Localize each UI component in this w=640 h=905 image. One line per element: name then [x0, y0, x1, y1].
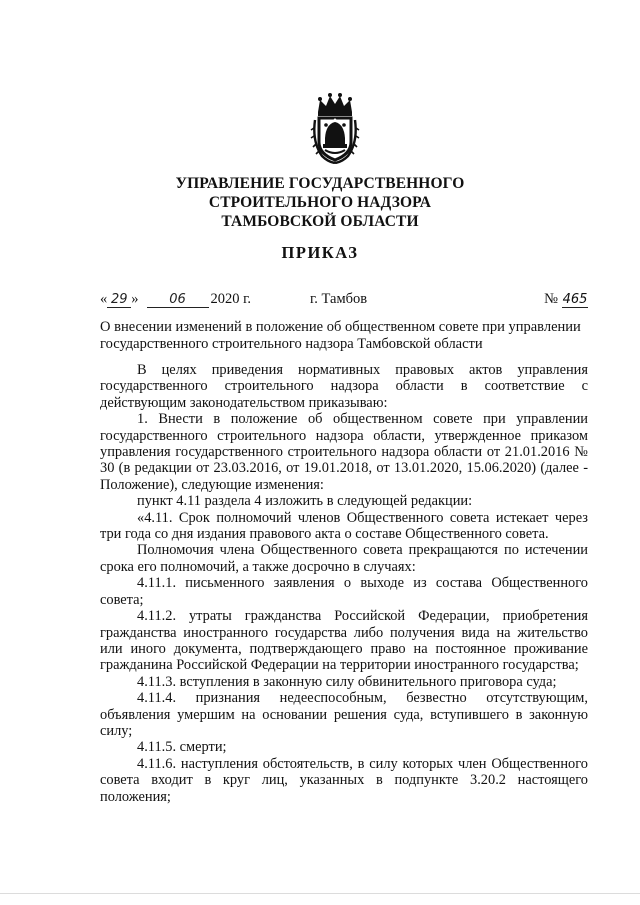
body-paragraph: Полномочия члена Общественного совета прекращаются по истечении срока его полномочий, а также досрочно в случаях:	[100, 542, 588, 575]
document-subject: О внесении изменений в положение об общественном совете при управлении государственного строительного надзора Тамбовской области	[100, 319, 581, 352]
body-paragraph: 4.11.1. письменного заявления о выходе из состава Общественного совета;	[100, 575, 588, 608]
coat-of-arms-icon	[310, 92, 360, 164]
number-handwritten: 465	[562, 292, 588, 307]
document-type-title: ПРИКАЗ	[281, 243, 359, 262]
number-label: №	[544, 291, 558, 307]
document-number	[544, 291, 588, 308]
date-day-handwritten: 29	[107, 293, 131, 308]
document-meta-row	[100, 291, 590, 311]
date-month-handwritten: 06	[147, 293, 209, 308]
date-year: 2020 г.	[210, 291, 252, 307]
agency-line: СТРОИТЕЛЬНОГО НАДЗОРА	[208, 194, 432, 211]
body-paragraph: «4.11. Срок полномочий членов Общественного совета истекает через три года со дня издания правового акта о составе Общественного совета.	[100, 509, 588, 543]
document-date	[100, 291, 251, 308]
body-paragraph: 4.11.2. утраты гражданства Российской Федерации, приобретения гражданства иностранного государства либо получения вида на жительство или иного документа, подтверждающего право на постоянное проживание гражданина Российской Федерации на территории иностранного государства;	[100, 608, 588, 674]
page-bottom-edge	[0, 893, 640, 894]
body-paragraph: пункт 4.11 раздела 4 изложить в следующей редакции:	[137, 493, 473, 510]
body-paragraph: 4.11.3. вступления в законную силу обвинительного приговора суда;	[137, 673, 557, 690]
agency-line: ТАМБОВСКОЙ ОБЛАСТИ	[221, 213, 419, 230]
agency-line: УПРАВЛЕНИЕ ГОСУДАРСТВЕННОГО	[175, 175, 465, 192]
date-close-quote: »	[131, 291, 139, 307]
body-paragraph: 4.11.4. признания недееспособным, безвестно отсутствующим, объявления умершим на основании решения суда, вступившего в законную силу;	[100, 690, 588, 739]
document-city: г. Тамбов	[310, 291, 368, 307]
document-body	[100, 362, 588, 805]
body-paragraph: 1. Внести в положение об общественном совете при управлении государственного строительного надзора области, утвержденное приказом управления государственного строительного надзора области от 21.01.2016 № 30 (в редакции от 23.03.2016, от 19.01.2018, от 13.01.2020, 15.06.2020) (далее - Положение), следующие изменения:	[100, 411, 588, 493]
agency-name	[0, 174, 640, 231]
body-paragraph: 4.11.5. смерти;	[137, 739, 227, 756]
body-paragraph: В целях приведения нормативных правовых актов управления государственного строительного надзора области в соответствие с действующим законодательством приказываю:	[100, 362, 588, 411]
body-paragraph: 4.11.6. наступления обстоятельств, в силу которых член Общественного совета входит в круг лиц, указанных в подпункте 3.20.2 настоящего положения;	[100, 755, 588, 805]
date-open-quote: «	[100, 291, 108, 307]
